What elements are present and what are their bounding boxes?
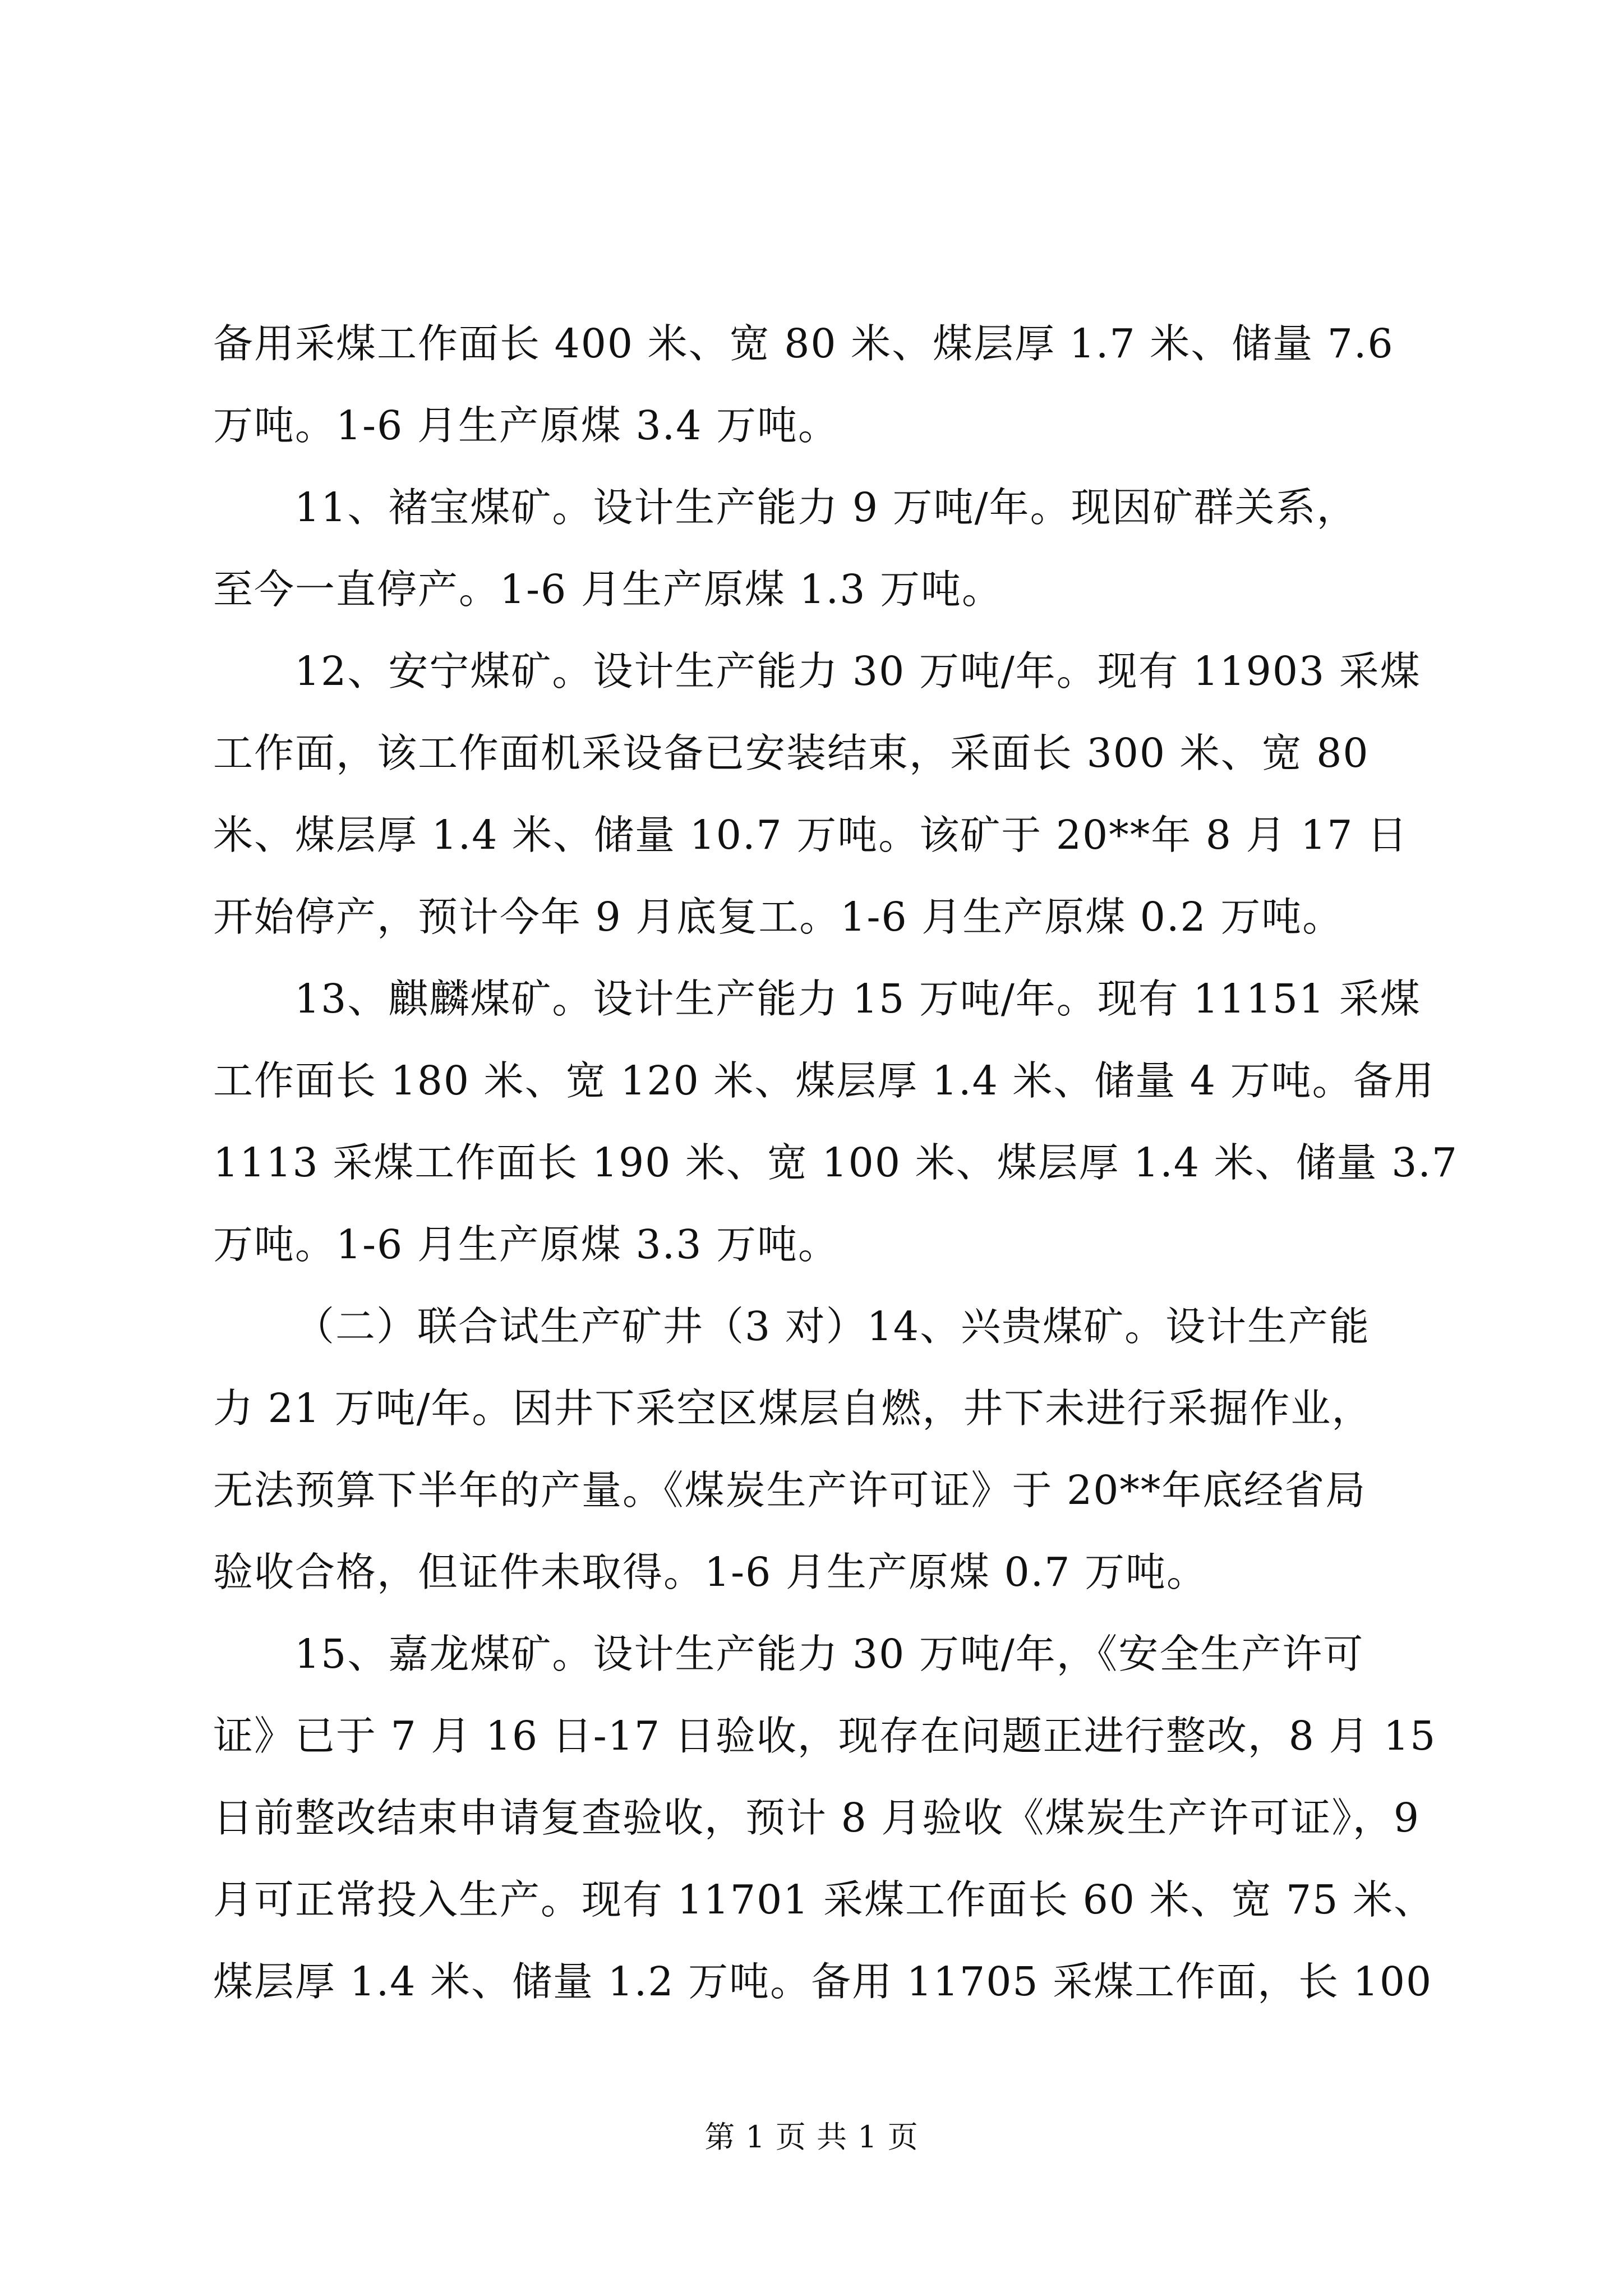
paragraph-line: 15、嘉龙煤矿。设计生产能力 30 万吨/年，《安全生产许可 — [294, 1631, 1364, 1677]
paragraph-line: 无法预算下半年的产量。《煤炭生产许可证》于 20**年底经省局 — [213, 1467, 1367, 1513]
paragraph-line: 1113 采煤工作面长 190 米、宽 100 米、煤层厚 1.4 米、储量 3.7 — [213, 1139, 1459, 1186]
document-body — [213, 303, 1459, 2023]
paragraph-4 — [213, 958, 1459, 1286]
paragraph-line: 万吨。1-6 月生产原煤 3.4 万吨。 — [213, 402, 839, 449]
paragraph-line: 11、褚宝煤矿。设计生产能力 9 万吨/年。现因矿群关系， — [294, 484, 1358, 531]
paragraph-line: 日前整改结束申请复查验收，预计 8 月验收《煤炭生产许可证》，9 — [213, 1795, 1420, 1841]
paragraph-line: 万吨。1-6 月生产原煤 3.3 万吨。 — [213, 1221, 839, 1268]
paragraph-line: 力 21 万吨/年。因井下采空区煤层自燃，井下未进行采掘作业， — [213, 1385, 1373, 1432]
paragraph-line: 月可正常投入生产。现有 11701 采煤工作面长 60 米、宽 75 米、 — [213, 1876, 1435, 1923]
paragraph-line: 米、煤层厚 1.4 米、储量 10.7 万吨。该矿于 20**年 8 月 17 日 — [213, 812, 1408, 858]
paragraph-5 — [213, 1286, 1447, 1613]
paragraph-line: 至今一直停产。1-6 月生产原煤 1.3 万吨。 — [213, 566, 1003, 613]
paragraph-line: 验收合格，但证件未取得。1-6 月生产原煤 0.7 万吨。 — [213, 1549, 1207, 1595]
paragraph-6 — [213, 1613, 1447, 2023]
paragraph-line: （二）联合试生产矿井（3 对）14、兴贵煤矿。设计生产能 — [294, 1303, 1371, 1350]
paragraph-line: 开始停产，预计今年 9 月底复工。1-6 月生产原煤 0.2 万吨。 — [213, 894, 1344, 940]
paragraph-line: 煤层厚 1.4 米、储量 1.2 万吨。备用 11705 采煤工作面，长 100 — [213, 1958, 1433, 2005]
paragraph-line: 证》已于 7 月 16 日-17 日验收，现存在问题正进行整改，8 月 15 — [213, 1713, 1437, 1759]
paragraph-line: 备用采煤工作面长 400 米、宽 80 米、煤层厚 1.7 米、储量 7.6 — [213, 320, 1394, 367]
paragraph-3 — [213, 631, 1447, 958]
paragraph-line: 13、麒麟煤矿。设计生产能力 15 万吨/年。现有 11151 采煤 — [294, 976, 1421, 1022]
paragraph-line: 12、安宁煤矿。设计生产能力 30 万吨/年。现有 11903 采煤 — [294, 648, 1421, 694]
paragraph-1 — [213, 303, 1447, 467]
page-number-footer: 第 1 页 共 1 页 — [704, 2119, 919, 2155]
paragraph-line: 工作面，该工作面机采设备已安装结束，采面长 300 米、宽 80 — [213, 730, 1370, 776]
paragraph-line: 工作面长 180 米、宽 120 米、煤层厚 1.4 米、储量 4 万吨。备用 — [213, 1057, 1435, 1104]
paragraph-2 — [213, 467, 1447, 631]
